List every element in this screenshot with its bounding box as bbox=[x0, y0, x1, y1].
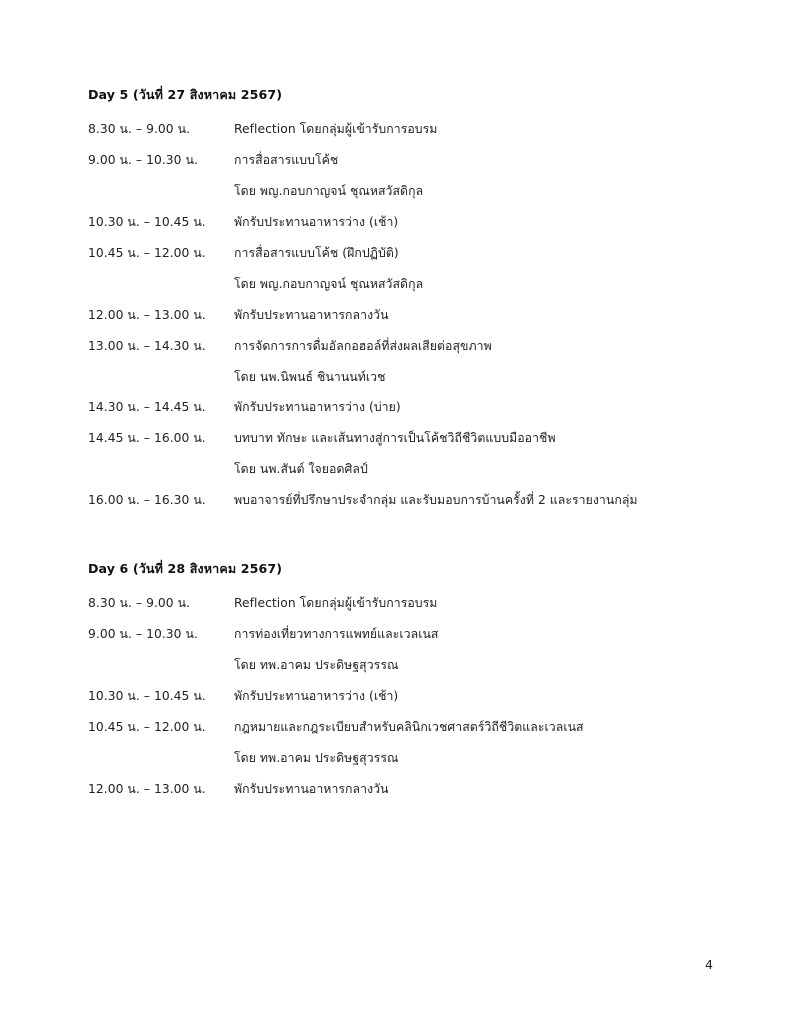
slot-speaker: โดย พญ.กอบกาญจน์ ชุณหสวัสดิกุล bbox=[234, 276, 424, 291]
schedule-row bbox=[88, 398, 708, 416]
slot-description: พบอาจารย์ที่ปรึกษาประจำกลุ่ม และรับมอบการบ้านครั้งที่ 2 และรายงานกลุ่ม bbox=[234, 493, 638, 508]
schedule-row bbox=[88, 687, 708, 705]
schedule-slot bbox=[88, 491, 708, 509]
schedule-row bbox=[88, 151, 708, 169]
slot-description: พักรับประทานอาหารว่าง (เช้า) bbox=[234, 689, 399, 703]
slot-speaker: โดย พญ.กอบกาญจน์ ชุณหสวัสดิกุล bbox=[234, 183, 424, 198]
schedule-slot bbox=[88, 398, 708, 416]
schedule-speaker-row bbox=[88, 656, 708, 674]
schedule-speaker-row bbox=[88, 460, 708, 478]
slot-description: การสื่อสารแบบโค้ช bbox=[234, 152, 339, 167]
schedule-row bbox=[88, 718, 708, 736]
schedule-row bbox=[88, 780, 708, 798]
schedule-row bbox=[88, 625, 708, 643]
schedule-slot bbox=[88, 718, 708, 767]
slot-time: 12.00 น. – 13.00 น. bbox=[88, 307, 206, 322]
schedule-list-1 bbox=[88, 120, 708, 510]
slot-time: 9.00 น. – 10.30 น. bbox=[88, 627, 198, 642]
slot-time: 16.00 น. – 16.30 น. bbox=[88, 493, 206, 508]
schedule-slot bbox=[88, 625, 708, 674]
slot-time: 14.30 น. – 14.45 น. bbox=[88, 400, 206, 415]
schedule-row bbox=[88, 306, 708, 324]
slot-time: 10.45 น. – 12.00 น. bbox=[88, 245, 206, 260]
schedule-slot bbox=[88, 337, 708, 386]
schedule-slot bbox=[88, 306, 708, 324]
slot-speaker: โดย นพ.สันต์ ใจยอดศิลป์ bbox=[234, 462, 368, 477]
schedule-slot bbox=[88, 213, 708, 231]
schedule-slot bbox=[88, 594, 708, 612]
schedule-row bbox=[88, 244, 708, 262]
slot-description: กฎหมายและกฎระเบียบสำหรับคลินิกเวชศาสตร์วิถีชีวิตและเวลเนส bbox=[234, 719, 584, 734]
slot-description: บทบาท ทักษะ และเส้นทางสู่การเป็นโค้ชวิถีชีวิตแบบมืออาชีพ bbox=[234, 431, 556, 446]
schedule-row bbox=[88, 337, 708, 355]
section-divider-space bbox=[88, 522, 708, 560]
slot-description: การจัดการการดื่มอัลกอฮอล์ที่ส่งผลเสียต่อสุขภาพ bbox=[234, 338, 492, 353]
schedule-row bbox=[88, 429, 708, 447]
slot-time: 12.00 น. – 13.00 น. bbox=[88, 781, 206, 796]
slot-time: 8.30 น. – 9.00 น. bbox=[88, 122, 191, 136]
day-heading: Day 5 (วันที่ 27 สิงหาคม 2567) bbox=[88, 87, 283, 102]
schedule-slot bbox=[88, 120, 708, 138]
schedule-row bbox=[88, 213, 708, 231]
schedule-slot bbox=[88, 151, 708, 200]
slot-time: 9.00 น. – 10.30 น. bbox=[88, 152, 198, 167]
slot-description: พักรับประทานอาหารว่าง (บ่าย) bbox=[234, 400, 401, 415]
schedule-slot bbox=[88, 429, 708, 478]
schedule-slot bbox=[88, 687, 708, 705]
slot-time: 13.00 น. – 14.30 น. bbox=[88, 338, 206, 353]
schedule-speaker-row bbox=[88, 368, 708, 386]
schedule-speaker-row bbox=[88, 275, 708, 293]
slot-description: พักรับประทานอาหารกลางวัน bbox=[234, 307, 389, 322]
slot-speaker: โดย ทพ.อาคม ประดิษฐสุวรรณ bbox=[234, 750, 399, 765]
schedule-slot bbox=[88, 244, 708, 293]
slot-time: 8.30 น. – 9.00 น. bbox=[88, 596, 191, 611]
schedule-speaker-row bbox=[88, 749, 708, 767]
day-heading: Day 6 (วันที่ 28 สิงหาคม 2567) bbox=[88, 561, 283, 577]
schedule-row bbox=[88, 594, 708, 612]
slot-description: Reflection โดยกลุ่มผู้เข้ารับการอบรม bbox=[234, 122, 438, 136]
day-section-2 bbox=[88, 560, 708, 798]
schedule-row bbox=[88, 491, 708, 509]
schedule-content bbox=[88, 86, 708, 811]
schedule-list-2 bbox=[88, 594, 708, 798]
slot-speaker: โดย นพ.นิพนธ์ ชินานนท์เวช bbox=[234, 369, 386, 384]
schedule-row bbox=[88, 120, 708, 138]
slot-description: พักรับประทานอาหารว่าง (เช้า) bbox=[234, 214, 399, 229]
slot-description: การสื่อสารแบบโค้ช (ฝึกปฏิบัติ) bbox=[234, 245, 399, 260]
slot-description: การท่องเที่ยวทางการแพทย์และเวลเนส bbox=[234, 627, 439, 642]
slot-description: Reflection โดยกลุ่มผู้เข้ารับการอบรม bbox=[234, 596, 438, 611]
schedule-speaker-row bbox=[88, 182, 708, 200]
page-number: 4 bbox=[705, 958, 713, 972]
slot-time: 10.30 น. – 10.45 น. bbox=[88, 214, 206, 229]
slot-description: พักรับประทานอาหารกลางวัน bbox=[234, 781, 389, 796]
slot-time: 14.45 น. – 16.00 น. bbox=[88, 431, 206, 446]
slot-speaker: โดย ทพ.อาคม ประดิษฐสุวรรณ bbox=[234, 658, 399, 673]
slot-time: 10.45 น. – 12.00 น. bbox=[88, 719, 206, 734]
day-section-1 bbox=[88, 86, 708, 510]
slot-time: 10.30 น. – 10.45 น. bbox=[88, 689, 206, 703]
schedule-slot bbox=[88, 780, 708, 798]
